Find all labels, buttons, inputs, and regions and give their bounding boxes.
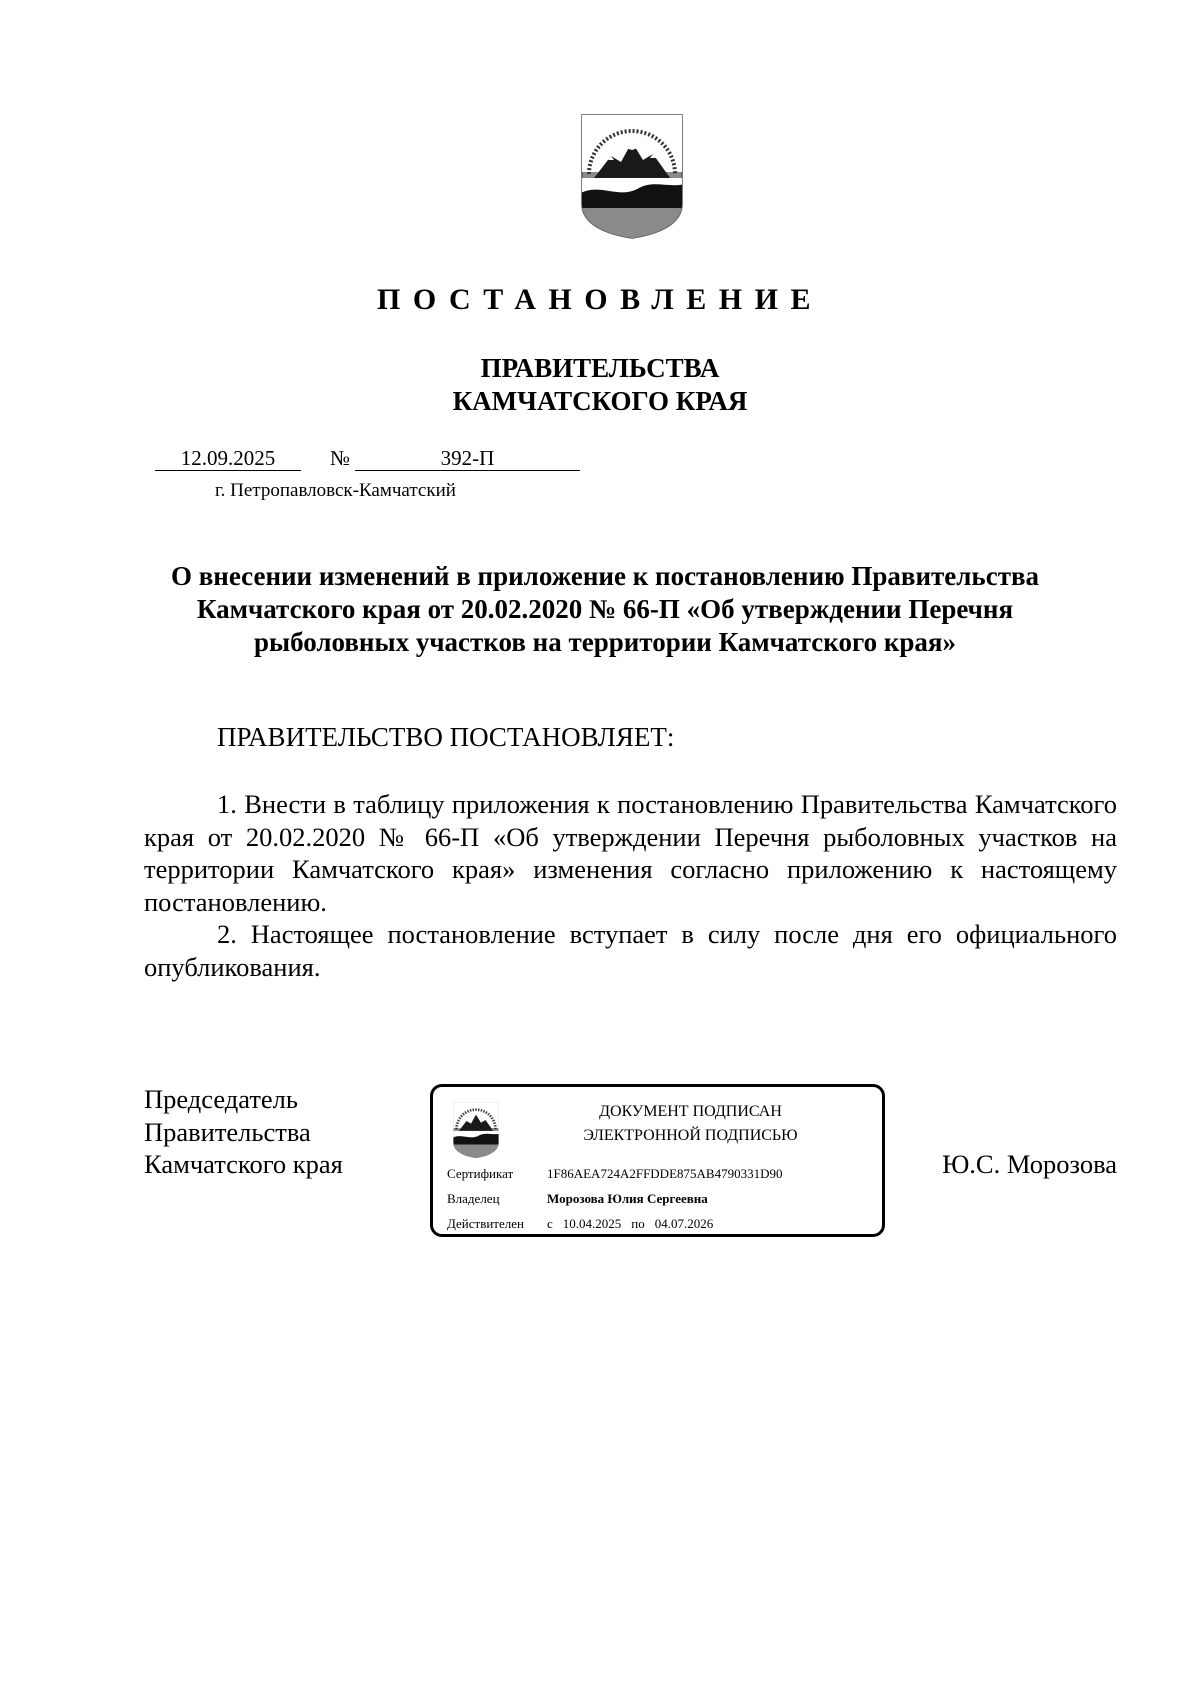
certificate-value: 1F86AEA724A2FFDDE875AB4790331D90 <box>547 1166 783 1181</box>
issuer-block <box>0 352 1200 418</box>
signer-position-line-1: Председатель <box>144 1084 298 1114</box>
validity-to-prefix: по <box>631 1216 645 1231</box>
issuer-line-1: ПРАВИТЕЛЬСТВА <box>480 353 720 383</box>
stamp-heading-1: ДОКУМЕНТ ПОДПИСАН <box>599 1103 782 1120</box>
validity-from: 10.04.2025 <box>562 1216 622 1231</box>
stamp-validity-row <box>447 1215 713 1233</box>
number-sign: № <box>330 446 351 470</box>
kamchatka-coat-of-arms-icon <box>579 112 685 240</box>
date-number-row <box>155 446 580 474</box>
document-place: г. Петропавловск-Камчатский <box>215 480 456 501</box>
owner-label: Владелец <box>447 1191 500 1206</box>
certificate-label: Сертификат <box>447 1166 514 1181</box>
signer-position <box>144 1083 343 1181</box>
validity-label: Действителен <box>447 1216 524 1231</box>
validity-to: 04.07.2026 <box>654 1216 714 1231</box>
paragraph-1: 1. Внести в таблицу приложения к постановлению Правительства Камчатского края от 20.02.2020 № 66-П «Об утверждении Перечня рыболовных участков на территории Камчатского края» изменения согласно приложению к настоящему постановлению. <box>144 789 1117 917</box>
signer-position-line-3: Камчатского края <box>144 1149 343 1179</box>
document-body <box>144 788 1117 983</box>
document-title: ПОСТАНОВЛЕНИЕ <box>377 283 823 316</box>
validity-from-prefix: с <box>547 1216 553 1231</box>
signer-position-line-2: Правительства <box>144 1116 311 1147</box>
owner-value: Морозова Юлия Сергеевна <box>547 1191 708 1206</box>
stamp-heading-2: ЭЛЕКТРОННОЙ ПОДПИСЬЮ <box>583 1127 798 1144</box>
stamp-certificate-row <box>447 1165 782 1183</box>
document-number: 392-П <box>355 446 580 471</box>
document-subject: О внесении изменений в приложение к постановлению Правительства Камчатского края от 20.02.2020 № 66-П «Об утверждении Перечня рыболовных участков на территории Камчатского края» <box>170 561 1040 657</box>
resolves-heading: ПРАВИТЕЛЬСТВО ПОСТАНОВЛЯЕТ: <box>217 722 675 752</box>
signer-name: Ю.С. Морозова <box>942 1149 1117 1179</box>
document-date: 12.09.2025 <box>155 446 301 471</box>
paragraph-2: 2. Настоящее постановление вступает в силу после дня его официального опубликования. <box>144 919 1117 982</box>
stamp-emblem-icon <box>452 1101 500 1159</box>
issuer-line-2: КАМЧАТСКОГО КРАЯ <box>452 386 748 416</box>
stamp-owner-row <box>447 1190 708 1208</box>
electronic-signature-stamp <box>430 1084 885 1237</box>
